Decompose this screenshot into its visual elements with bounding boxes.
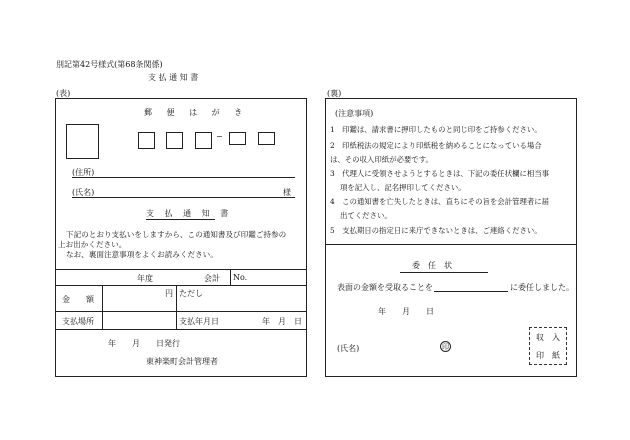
postal-dash: − xyxy=(216,132,223,141)
postal-code-box-4[interactable] xyxy=(229,132,246,145)
note-line: 4 この通知書を亡失したときは、直ちにその旨を会計管理者に届 xyxy=(330,197,550,206)
postcard-title: 郵 便 は が き xyxy=(144,108,249,117)
back-label: (裏) xyxy=(327,89,342,98)
notice-title: 支 払 通 知 書 xyxy=(146,209,233,218)
notice-body-line2: 上お出かください。 xyxy=(58,240,127,249)
amount-label: 金 額 xyxy=(62,295,94,304)
notice-body-line3: なお、裏面注意事項をよくお読みください。 xyxy=(66,250,218,259)
section-divider xyxy=(325,244,577,245)
payment-date-value: 年 月 日 xyxy=(262,317,302,326)
address-label: (住所) xyxy=(72,168,95,177)
proxy-title-underline xyxy=(400,272,488,273)
note-line: 2 印紙税法の規定により印紙税を納めることになっている場合 xyxy=(330,141,542,150)
number-label: No. xyxy=(233,273,248,282)
notice-body-line1: 下記のとおり支払いをしますから、この通知書及び印鑑ご持参の xyxy=(66,230,287,239)
note-line: 3 代理人に受領させようとするときは、下記の委任状欄に相当事 xyxy=(330,169,550,178)
form-reference: 別記第42号様式(第68条関係) xyxy=(56,60,163,69)
table-divider xyxy=(230,269,231,285)
proxy-title: 委 任 状 xyxy=(412,261,452,270)
stamp-box xyxy=(66,124,99,159)
proxy-agent-line[interactable] xyxy=(434,291,508,292)
issuer: 東神楽町会計管理者 xyxy=(146,357,218,366)
proxy-text-a: 表面の金額を受取ることを xyxy=(337,283,433,292)
postal-code-box-5[interactable] xyxy=(258,132,275,145)
table-rule xyxy=(55,285,307,286)
proxy-text-b: に委任しました。 xyxy=(510,283,574,292)
fiscal-year-label: 年度 xyxy=(137,274,153,283)
payment-date-label: 支払年月日 xyxy=(179,317,219,326)
note-line: 項を記入し、記名押印してください。 xyxy=(340,183,466,192)
document-title: 支 払 通 知 書 xyxy=(148,73,199,82)
name-line xyxy=(72,197,295,198)
front-label: (表) xyxy=(56,89,71,98)
stamp-label-line2: 印 紙 xyxy=(536,351,560,360)
yen-label: 円 xyxy=(165,289,173,298)
payment-place-label: 支払場所 xyxy=(62,317,94,326)
issue-date: 年 月 日発行 xyxy=(108,339,180,348)
postal-code-box-1[interactable] xyxy=(138,132,155,149)
name-label: (氏名) xyxy=(72,188,95,197)
seal-mark: 印 xyxy=(442,343,449,351)
table-rule xyxy=(55,329,307,330)
stamp-label-line1: 収 入 xyxy=(536,333,560,342)
table-divider xyxy=(102,285,103,329)
table-rule xyxy=(55,311,307,312)
honorific: 様 xyxy=(283,188,291,197)
table-rule xyxy=(55,269,307,270)
postal-code-box-2[interactable] xyxy=(166,132,183,149)
note-line: 出てください。 xyxy=(340,211,392,220)
proxy-date: 年 月 日 xyxy=(378,307,434,316)
proviso-label: ただし xyxy=(179,289,203,298)
note-line: は、その収入印紙が必要です。 xyxy=(330,155,433,164)
accounting-label: 会計 xyxy=(204,274,220,283)
notice-title-underline xyxy=(146,219,215,220)
notes-title: (注意事項) xyxy=(335,109,374,118)
table-divider xyxy=(176,285,177,329)
note-line: 1 印鑑は、請求書に押印したものと同じ印をご持参ください。 xyxy=(330,125,542,134)
postal-code-box-3[interactable] xyxy=(195,132,212,149)
proxy-name-label: (氏名) xyxy=(337,344,360,353)
address-line xyxy=(72,177,295,178)
note-line: 5 支払期日の指定日に来庁できないときは、ご連絡ください。 xyxy=(330,226,542,235)
